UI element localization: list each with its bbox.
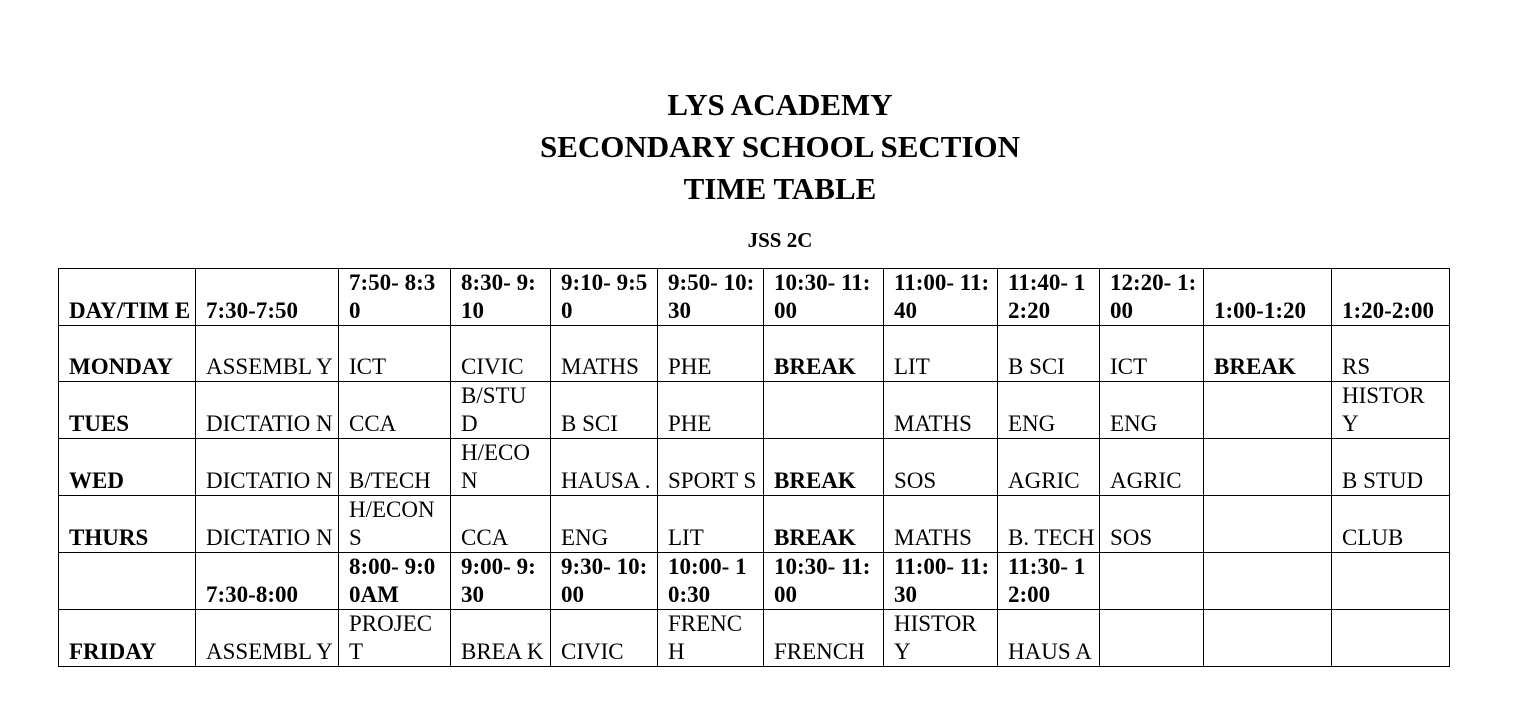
friday-times-row	[59, 553, 1450, 610]
subject-cell: ENG	[1100, 382, 1204, 439]
subject-cell: FRENC H	[658, 610, 764, 667]
header-cell: 8:30- 9:10	[451, 269, 551, 326]
time-cell: 9:30- 10:00	[551, 553, 658, 610]
subject-cell: AGRIC	[1100, 439, 1204, 496]
subject-cell: MATHS	[884, 496, 998, 553]
header-cell: 7:50- 8:30	[339, 269, 451, 326]
day-cell: THURS	[59, 496, 196, 553]
subject-cell: ICT	[339, 326, 451, 382]
break-cell: BREAK	[764, 439, 884, 496]
subject-cell: DICTATIO N	[196, 382, 339, 439]
time-cell	[1332, 553, 1450, 610]
day-cell: WED	[59, 439, 196, 496]
subject-cell: CCA	[451, 496, 551, 553]
friday-row	[59, 610, 1450, 667]
subject-cell: CLUB	[1332, 496, 1450, 553]
school-name: LYS ACADEMY	[667, 87, 893, 122]
subject-cell	[1204, 496, 1332, 553]
subject-cell: B SCI	[551, 382, 658, 439]
subject-cell: PROJEC T	[339, 610, 451, 667]
subject-cell: B/STU D	[451, 382, 551, 439]
break-cell: BREAK	[764, 496, 884, 553]
subject-cell: MATHS	[884, 382, 998, 439]
subject-cell: DICTATIO N	[196, 496, 339, 553]
subject-cell	[1332, 610, 1450, 667]
subject-cell: CIVIC	[451, 326, 551, 382]
time-cell: 11:00- 11:30	[884, 553, 998, 610]
subject-cell: ICT	[1100, 326, 1204, 382]
header-row	[59, 269, 1450, 326]
subject-cell: H/ECON S	[339, 496, 451, 553]
time-cell: 10:30- 11:00	[764, 553, 884, 610]
time-cell: 10:00- 10:30	[658, 553, 764, 610]
subject-cell: B STUD	[1332, 439, 1450, 496]
header-cell: 1:20-2:00	[1332, 269, 1450, 326]
subject-cell	[1100, 610, 1204, 667]
time-cell: 8:00- 9:00AM	[339, 553, 451, 610]
subject-cell: LIT	[884, 326, 998, 382]
subject-cell: CCA	[339, 382, 451, 439]
subject-cell: RS	[1332, 326, 1450, 382]
wednesday-row	[59, 439, 1450, 496]
subject-cell: BREA K	[451, 610, 551, 667]
subject-cell: HISTOR Y	[1332, 382, 1450, 439]
day-cell: MONDAY	[59, 326, 196, 382]
monday-row	[59, 326, 1450, 382]
subject-cell: PHE	[658, 382, 764, 439]
subject-cell: HAUSA .	[551, 439, 658, 496]
time-cell	[1204, 553, 1332, 610]
document-heading	[0, 84, 1514, 210]
time-cell: 9:00- 9:30	[451, 553, 551, 610]
break-cell: BREAK	[764, 326, 884, 382]
tuesday-row	[59, 382, 1450, 439]
subject-cell: HAUS A	[998, 610, 1100, 667]
subject-cell: FRENCH	[764, 610, 884, 667]
subject-cell: ASSEMBL Y	[196, 326, 339, 382]
time-cell: 7:30-8:00	[196, 553, 339, 610]
subject-cell: CIVIC	[551, 610, 658, 667]
header-cell: 10:30- 11:00	[764, 269, 884, 326]
subject-cell: SOS	[1100, 496, 1204, 553]
subject-cell: DICTATIO N	[196, 439, 339, 496]
subject-cell: ENG	[998, 382, 1100, 439]
time-cell	[1100, 553, 1204, 610]
subject-cell	[1204, 439, 1332, 496]
subject-cell: ENG	[551, 496, 658, 553]
subject-cell: SOS	[884, 439, 998, 496]
subject-cell: ASSEMBL Y	[196, 610, 339, 667]
subject-cell: LIT	[658, 496, 764, 553]
header-cell: 9:50- 10:30	[658, 269, 764, 326]
header-cell: 12:20- 1:00	[1100, 269, 1204, 326]
subject-cell: MATHS	[551, 326, 658, 382]
subject-cell: AGRIC	[998, 439, 1100, 496]
header-cell: 7:30-7:50	[196, 269, 339, 326]
day-cell: TUES	[59, 382, 196, 439]
break-cell: BREAK	[1204, 326, 1332, 382]
subject-cell: PHE	[658, 326, 764, 382]
time-cell	[59, 553, 196, 610]
subject-cell: H/ECO N	[451, 439, 551, 496]
document-title: TIME TABLE	[683, 171, 877, 206]
header-cell: 11:00- 11:40	[884, 269, 998, 326]
subject-cell	[764, 382, 884, 439]
thursday-row	[59, 496, 1450, 553]
subject-cell: B SCI	[998, 326, 1100, 382]
subject-cell: HISTOR Y	[884, 610, 998, 667]
section-name: SECONDARY SCHOOL SECTION	[539, 129, 1021, 164]
header-cell: 9:10- 9:50	[551, 269, 658, 326]
subject-cell	[1204, 382, 1332, 439]
header-cell: 11:40- 12:20	[998, 269, 1100, 326]
subject-cell: SPORT S	[658, 439, 764, 496]
subject-cell	[1204, 610, 1332, 667]
day-cell: FRIDAY	[59, 610, 196, 667]
subject-cell: B/TECH	[339, 439, 451, 496]
time-cell: 11:30- 12:00	[998, 553, 1100, 610]
class-name: JSS 2C	[747, 228, 813, 252]
header-cell: 1:00-1:20	[1204, 269, 1332, 326]
subject-cell: B. TECH	[998, 496, 1100, 553]
timetable	[58, 268, 1450, 667]
header-cell: DAY/TIM E	[59, 269, 196, 326]
